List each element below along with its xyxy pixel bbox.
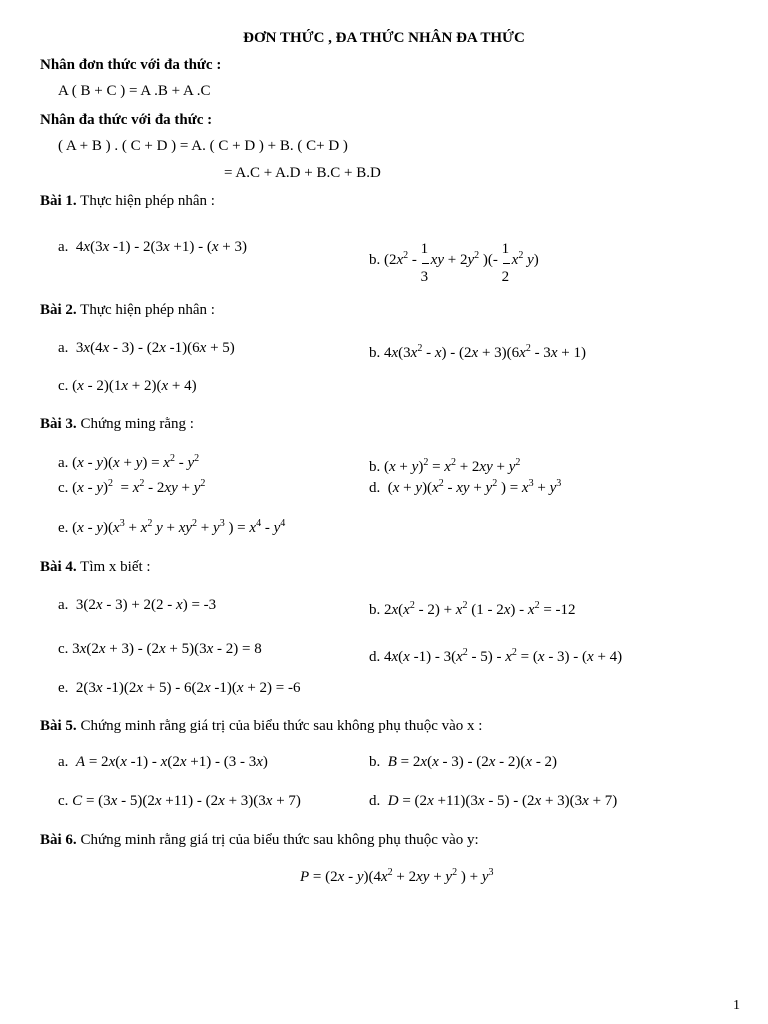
exercise-6-heading: [40, 831, 479, 849]
exercise-3-heading: [40, 415, 194, 433]
page-title: ĐƠN THỨC , ĐA THỨC NHÂN ĐA THỨC: [243, 30, 525, 46]
exercise-4e: e. 2(3x -1)(2x + 5) - 6(2x -1)(x + 2) = -6: [58, 680, 301, 696]
exercise-4a: a. 3(2x - 3) + 2(2 - x) = -3: [58, 597, 217, 613]
theory-heading-polynomial: Nhân đa thức với đa thức :: [40, 112, 213, 128]
exercise-5b: b. B = 2x(x - 3) - (2x - 2)(x - 2): [369, 754, 558, 770]
exercise-1b: b. ($2x^2$ - $\frac{1}{3}$ xy + $2y^2$ )(- $\frac{1}{2}$ $x^2$ y): [369, 240, 539, 285]
exercise-label: Bài 3.: [40, 416, 77, 432]
exercise-label: Bài 1.: [40, 193, 77, 209]
exercise-4-heading: [40, 558, 151, 576]
exercise-label: Bài 6.: [40, 832, 77, 848]
exercise-2c: c. (x - 2)(1x + 2)(x + 4): [58, 378, 197, 394]
exercise-5d: d. D = (2x +11)(3x - 5) - (2x + 3)(3x + 7): [369, 793, 618, 809]
fraction-one-half: $\frac{1}{2}$: [501, 240, 510, 285]
formula-polynomial-1: ( A + B ) . ( C + D ) = A. ( C + D ) + B. ( C+ D ): [58, 138, 348, 154]
exercise-2b: b. $4x(3x^2 - x) - (2x + 3)(6x^2 - 3x + 1)$: [369, 343, 586, 361]
exercise-instruction: Thực hiện phép nhân :: [80, 302, 215, 318]
exercise-instruction: Chứng ming rằng :: [80, 416, 194, 432]
exercise-5a: a. A = 2x(x -1) - x(2x +1) - (3 - 3x): [58, 754, 268, 770]
exercise-3a: a. $(x - y)(x + y) = x^2 - y^2$: [58, 453, 200, 471]
exercise-4c: c. 3x(2x + 3) - (2x + 5)(3x - 2) = 8: [58, 641, 262, 657]
exercise-instruction: Chứng minh rằng giá trị của biểu thức sau không phụ thuộc vào x :: [80, 718, 483, 734]
exercise-label: Bài 2.: [40, 302, 77, 318]
formula-monomial: A ( B + C ) = A .B + A .C: [58, 83, 211, 99]
exercise-3c: c. $(x - y)^2 = x^2 - 2xy + y^2$: [58, 478, 206, 496]
exercise-4b: b. $2x(x^2 - 2) + x^2$ $(1 - 2x) - x^2 = -12$: [369, 600, 576, 618]
exercise-instruction: Thực hiện phép nhân :: [80, 193, 215, 209]
exercise-1a: a. 4x(3x -1) - 2(3x +1) - (x + 3): [58, 239, 248, 255]
exercise-6-expression: $P = (2x - y)(4x^2 + 2xy + y^2$ ) + $y^3$: [300, 867, 494, 885]
theory-heading-monomial: Nhân đơn thức với đa thức :: [40, 57, 222, 73]
exercise-3d: d. $(x + y)(x^2$ - xy + $y^2$ ) = $x^3 + y^3$: [369, 478, 562, 496]
exercise-label: Bài 5.: [40, 718, 77, 734]
exercise-label: Bài 4.: [40, 559, 77, 575]
exercise-5c: c. C = (3x - 5)(2x +11) - (2x + 3)(3x + 7): [58, 793, 301, 809]
exercise-4d: d. 4x(x $-1) - 3(x^2 - 5) - x^2 = (x - 3) - (x + 4)$: [369, 647, 623, 665]
formula-polynomial-2: = A.C + A.D + B.C + B.D: [224, 165, 381, 181]
exercise-5-heading: [40, 717, 482, 735]
exercise-3b: b. $(x + y)^2 = x^2 + 2xy + y^2$: [369, 457, 521, 475]
exercise-3e: e. $(x - y)(x^3 + x^2$ $y + xy^2 + y^3$ ) = $x^4 - y^4$: [58, 518, 286, 536]
exercise-2-heading: [40, 301, 215, 319]
exercise-1-heading: [40, 192, 215, 210]
page-number: 1: [733, 998, 740, 1013]
exercise-instruction: Chứng minh rằng giá trị của biểu thức sau không phụ thuộc vào y:: [80, 832, 479, 848]
exercise-2a: a. 3x(4x - 3) - (2x -1)(6x + 5): [58, 340, 235, 356]
fraction-one-third: $\frac{1}{3}$: [420, 240, 429, 285]
exercise-instruction: Tìm x biết :: [80, 559, 151, 575]
